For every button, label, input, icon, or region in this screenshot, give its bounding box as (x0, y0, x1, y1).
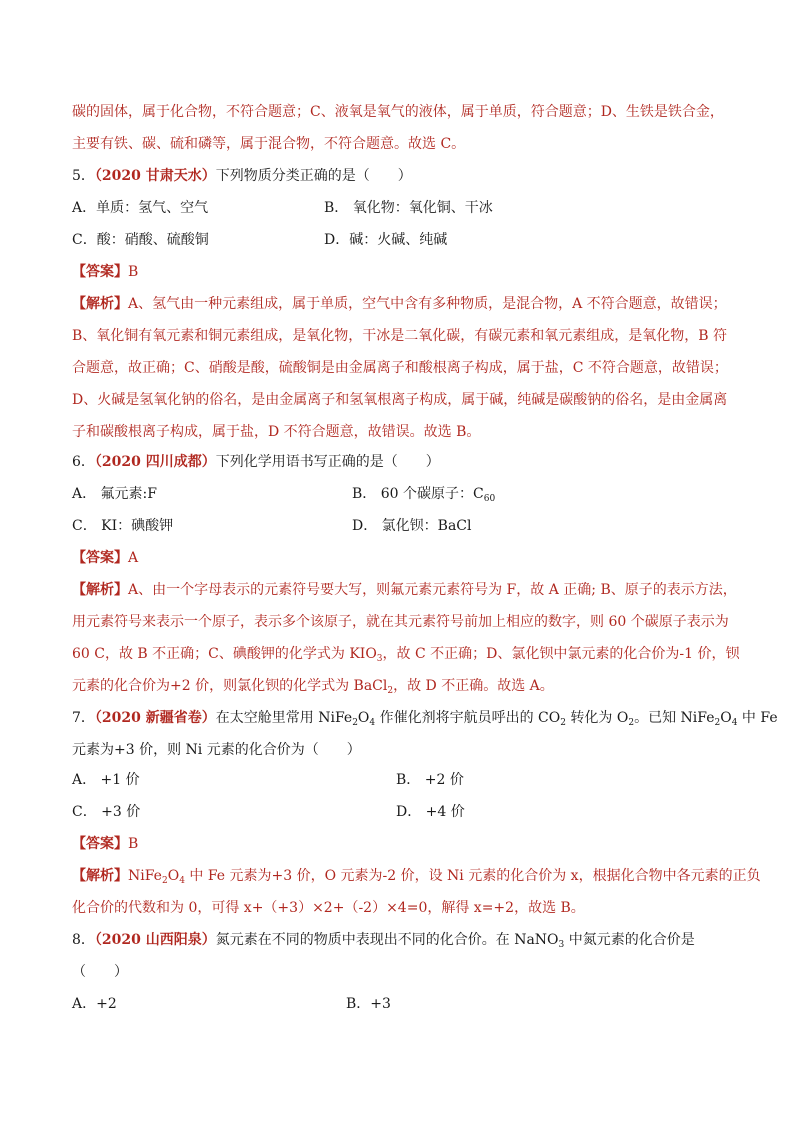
analysis-line-2: 化合价的代数和为 0，可得 x+（+3）×2+（-2）×4=0，解得 x=+2，故选 B。 (72, 900, 585, 916)
option-d: D． 氯化钡：BaCl (352, 518, 472, 534)
analysis-line-1: A、由一个字母表示的元素符号要大写，则氟元素元素符号为 F，故 A 正确; B、原子的表示方法， (128, 582, 737, 598)
prev-analysis-line-1: 碳的固体，属于化合物，不符合题意；C、液氧是氧气的液体，属于单质，符合题意；D、生铁是铁合金， (72, 104, 724, 120)
question-8-stem: 8．（2020 山西阳泉）氮元素在不同的物质中表现出不同的化合价。在 NaNO$_3$ 中氮元素的化合价是 （ ） (72, 924, 727, 988)
question-7-stem: 7．（2020 新疆省卷）在太空舱里常用 $NiFe_2O_4$ 作催化剂将宇航员呼出的 $CO_2$ 转化为 $O_2$。已知 $NiFe_2O_4$ 中 Fe 元素为+3 价，则 Ni 元素的化合价为（ ） (72, 702, 727, 766)
option-a: A． +1 价 (72, 772, 140, 788)
question-number: 7． (72, 710, 95, 726)
prev-analysis (72, 96, 727, 160)
question-source: （2020 新疆省卷） (94, 710, 216, 726)
analysis-line-3: 合题意，故正确；C、硝酸是酸，硫酸铜是由金属离子和酸根离子构成，属于盐，C 不符合题意，故错误； (72, 360, 728, 376)
option-a: A．单质：氢气、空气 (72, 200, 209, 216)
analysis-label: 【解析】 (72, 582, 128, 598)
question-text-line-2: 元素为+3 价，则 Ni 元素的化合价为（ ） (72, 742, 361, 758)
answer-label: 【答案】 (72, 836, 128, 852)
answer-label: 【答案】 (72, 550, 128, 566)
answer-label: 【答案】 (72, 264, 128, 280)
question-5-stem (72, 160, 727, 192)
analysis-7: 【解析】$NiFe_2O_4$ 中 Fe 元素为+3 价，O 元素为-2 价，设 Ni 元素的化合价为 x，根据化合物中各元素的正负 化合价的代数和为 0，可得 x+（+3）×2+（-2）×4=0，解得 x=+2，故选 B。 (72, 860, 727, 924)
question-source: （2020 山西阳泉） (94, 932, 216, 948)
answer-7 (72, 828, 727, 860)
analysis-line-4: D、火碱是氢氧化钠的俗名，是由金属离子和氢氧根离子构成，属于碱，纯碱是碳酸钠的俗名，是由金属离 (72, 392, 728, 408)
option-a: A． 氟元素:F (72, 486, 157, 502)
analysis-label: 【解析】 (72, 296, 128, 312)
option-b: B． 氧化物：氧化铜、干冰 (324, 200, 493, 216)
option-c: C． KI：碘酸钾 (72, 518, 174, 534)
option-d: D． +4 价 (396, 804, 465, 820)
question-source: （2020 四川成都） (94, 454, 216, 470)
analysis-line-3: 60 C，故 B 不正确；C、碘酸钾的化学式为 $KIO_3$，故 C 不正确；D、氯化钡中氯元素的化合价为-1 价，钡 (72, 646, 740, 664)
analysis-line-2: 用元素符号来表示一个原子，表示多个该原子，就在其元素符号前加上相应的数字，则 60 个碳原子表示为 (72, 614, 729, 630)
analysis-line-4: 元素的化合价为+2 价，则氯化钡的化学式为 BaCl$_2$，故 D 不正确。故选 A。 (72, 678, 554, 696)
question-text: 下列物质分类正确的是（ ） (215, 168, 412, 184)
answer-6 (72, 542, 727, 574)
analysis-line-5: 子和碳酸根离子构成，属于盐，D 不符合题意，故错误。故选 B。 (72, 424, 481, 440)
analysis-line-1: A、氢气由一种元素组成，属于单质，空气中含有多种物质，是混合物，A 不符合题意，故错误； (128, 296, 727, 312)
analysis-line-2: B、氧化铜有氧元素和铜元素组成，是氧化物，干冰是二氧化碳，有碳元素和氧元素组成，是氧化物，B 符 (72, 328, 728, 344)
question-text-line-2: （ ） (72, 964, 128, 980)
analysis-6 (72, 574, 740, 702)
option-b: B． +2 价 (396, 772, 464, 788)
answer-5 (72, 256, 727, 288)
answer-value: A (128, 550, 139, 566)
option-a: A．+2 (72, 996, 117, 1012)
question-6-stem (72, 446, 727, 478)
analysis-5 (72, 288, 727, 448)
question-number: 8． (72, 932, 95, 948)
prev-analysis-line-2: 主要有铁、碳、硫和磷等，属于混合物，不符合题意。故选 C。 (72, 136, 466, 152)
option-c: C． +3 价 (72, 804, 141, 820)
answer-value: B (128, 264, 139, 280)
option-c: C．酸：硝酸、硫酸铜 (72, 232, 209, 248)
option-b: B． 60 个碳原子：$C_{60}$ (352, 486, 496, 504)
option-d: D．碱：火碱、纯碱 (324, 232, 448, 248)
answer-value: B (128, 836, 139, 852)
question-source: （2020 甘肃天水） (94, 168, 216, 184)
question-text: 下列化学用语书写正确的是（ ） (215, 454, 440, 470)
question-number: 5． (72, 168, 95, 184)
option-b: B．+3 (346, 996, 391, 1012)
analysis-label: 【解析】 (72, 868, 128, 884)
question-number: 6． (72, 454, 95, 470)
